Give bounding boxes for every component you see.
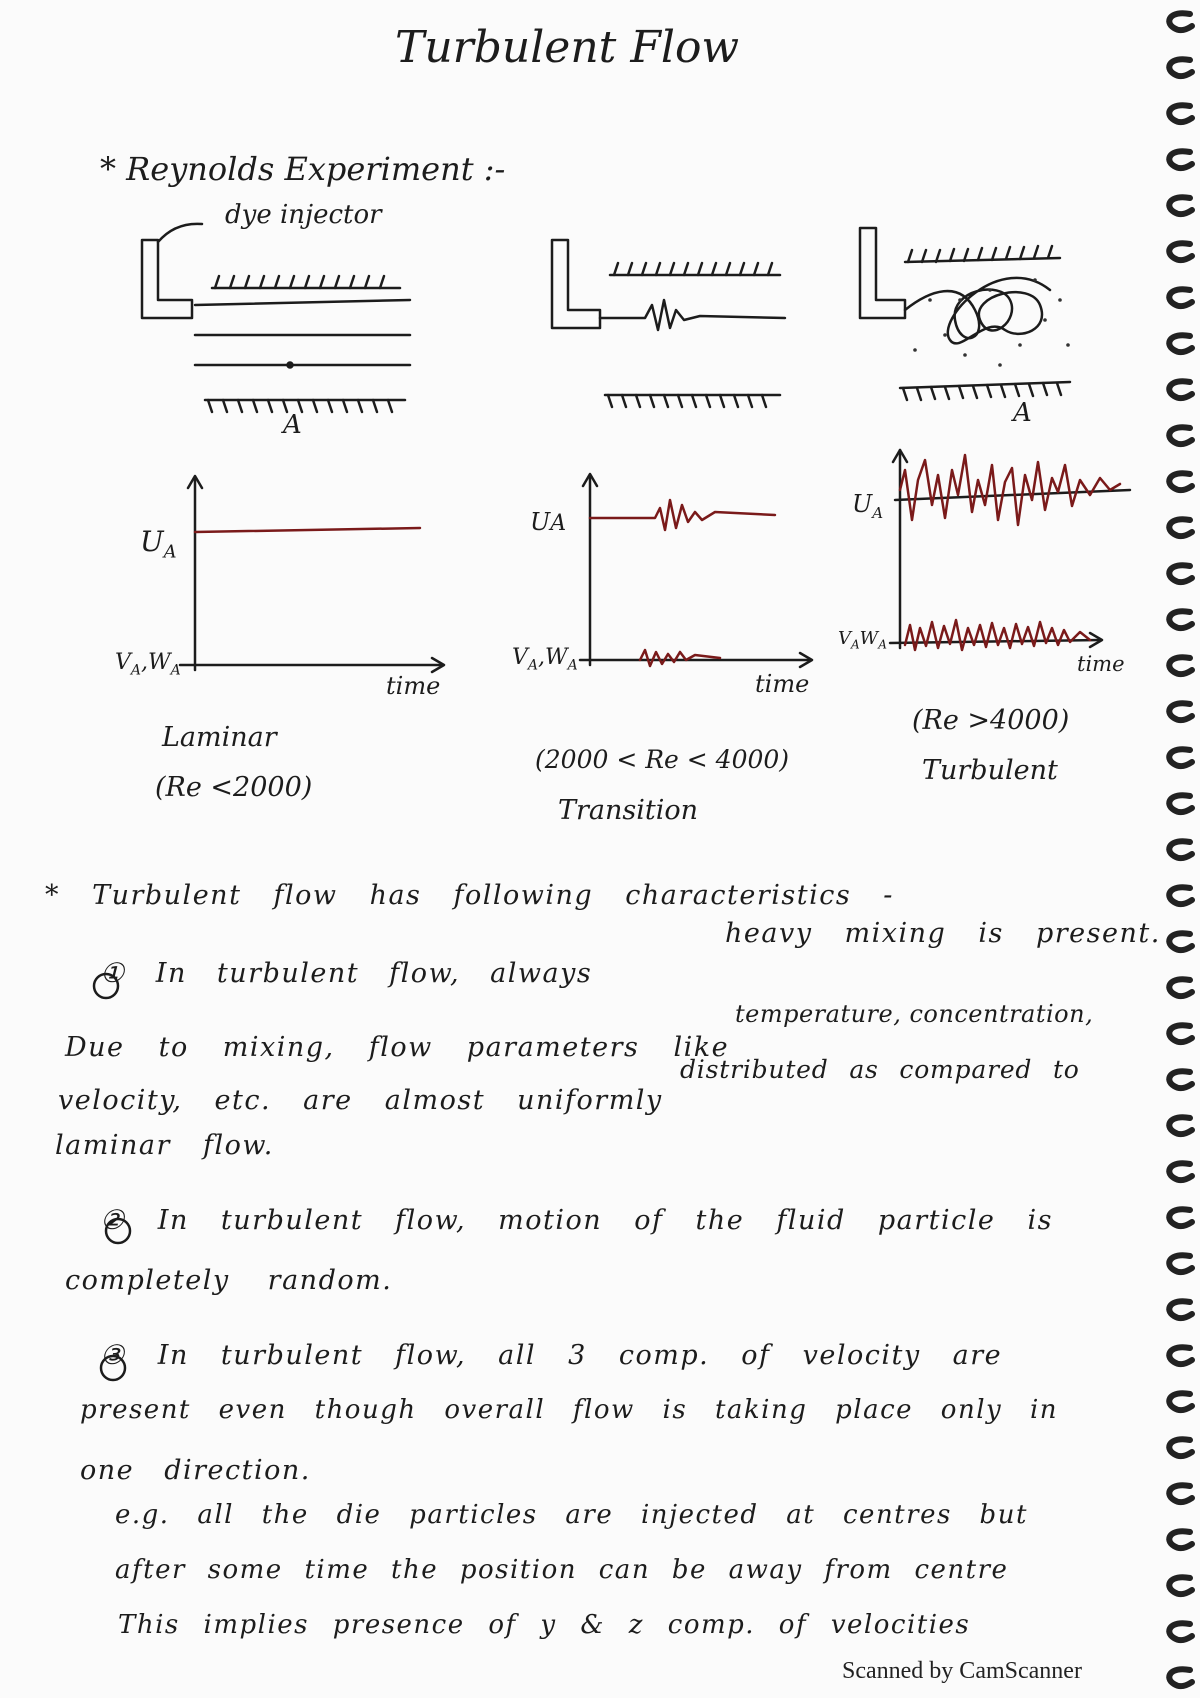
point-a-label-laminar: A xyxy=(283,410,302,440)
laminar-caption: Laminar xyxy=(162,722,277,753)
text-line: heavy mixing is present. xyxy=(725,918,1161,949)
turbulent-streamline xyxy=(905,278,1050,344)
text-line: temperature, concentration, xyxy=(735,1000,1094,1028)
spiral-ring xyxy=(1169,1393,1192,1410)
transition-top-hatch xyxy=(614,263,772,275)
transition-vw-signal xyxy=(640,650,720,666)
laminar-streamline xyxy=(195,300,410,305)
transition-range: (2000 < Re < 4000) xyxy=(535,745,790,774)
spiral-ring xyxy=(1169,1531,1192,1548)
spiral-ring xyxy=(1169,1025,1192,1042)
spiral-ring xyxy=(1169,979,1192,996)
turbulent-top-wall xyxy=(905,258,1060,262)
spiral-ring xyxy=(1169,795,1192,812)
spiral-ring xyxy=(1169,243,1192,260)
text-line: present even though overall flow is taking place only in xyxy=(80,1395,1059,1425)
text-line: laminar flow. xyxy=(55,1130,274,1161)
text-line: Due to mixing, flow parameters like xyxy=(65,1032,730,1063)
spiral-ring xyxy=(1169,1669,1192,1686)
spiral-ring xyxy=(1169,657,1192,674)
transition-velocity-graph xyxy=(580,474,812,667)
spiral-binding xyxy=(1150,0,1200,1698)
turbulent-ua-label: $U_A$ xyxy=(852,490,884,522)
point-a-marker xyxy=(288,363,293,368)
spiral-ring xyxy=(1169,703,1192,720)
spiral-ring xyxy=(1169,1485,1192,1502)
spiral-ring xyxy=(1169,105,1192,122)
transition-dye-injector xyxy=(552,240,600,328)
text-line: ③ In turbulent flow, all 3 comp. of velocity are xyxy=(100,1340,1003,1371)
transition-caption: Transition xyxy=(558,795,699,826)
laminar-dye-injector xyxy=(142,240,192,318)
characteristics-intro: * Turbulent flow has following characteristics - xyxy=(45,880,894,911)
spiral-ring xyxy=(1169,887,1192,904)
spiral-ring xyxy=(1169,59,1192,76)
spiral-ring xyxy=(1169,381,1192,398)
dye-injector-pointer xyxy=(158,224,202,242)
spiral-ring xyxy=(1169,1255,1192,1272)
laminar-velocity-graph xyxy=(180,476,444,672)
spiral-ring xyxy=(1169,1163,1192,1180)
text-line: e.g. all the die particles are injected at centres but xyxy=(115,1500,1028,1530)
text-line: after some time the position can be away from centre xyxy=(115,1555,1009,1585)
page-title: Turbulent Flow xyxy=(395,22,740,73)
spiral-ring xyxy=(1169,197,1192,214)
transition-bottom-hatch xyxy=(608,395,766,407)
text-line: ② In turbulent flow, motion of the fluid particle is xyxy=(100,1205,1053,1236)
spiral-ring xyxy=(1169,473,1192,490)
section-heading: * Reynolds Experiment :- xyxy=(100,150,506,188)
laminar-range: (Re <2000) xyxy=(155,772,313,803)
scanner-watermark: Scanned by CamScanner xyxy=(842,1658,1082,1684)
spiral-ring xyxy=(1169,289,1192,306)
turbulent-ua-signal xyxy=(900,455,1120,525)
laminar-ua-label: $U_A$ xyxy=(140,525,177,563)
laminar-time-label: time xyxy=(386,672,441,700)
spiral-ring xyxy=(1169,611,1192,628)
text-line: ① In turbulent flow, always xyxy=(100,958,593,989)
laminar-vw-label: $V_A,W_A$ xyxy=(115,650,181,679)
spiral-ring xyxy=(1169,335,1192,352)
spiral-ring xyxy=(1169,427,1192,444)
laminar-pipe-diagram xyxy=(142,224,410,412)
dye-injector-label: dye injector xyxy=(225,200,382,230)
transition-pipe-diagram xyxy=(552,240,785,407)
spiral-ring xyxy=(1169,1439,1192,1456)
spiral-ring xyxy=(1169,1301,1192,1318)
laminar-top-hatch xyxy=(215,276,384,288)
spiral-ring xyxy=(1169,151,1192,168)
text-line: completely random. xyxy=(65,1265,393,1296)
turbulent-velocity-graph xyxy=(890,450,1130,650)
text-line: one direction. xyxy=(80,1455,311,1486)
transition-ua-signal xyxy=(590,500,775,530)
transition-streamline xyxy=(600,300,785,330)
spiral-ring xyxy=(1169,13,1192,30)
spiral-ring xyxy=(1169,1117,1192,1134)
laminar-ua-signal xyxy=(195,528,420,532)
spiral-ring xyxy=(1169,1209,1192,1226)
spiral-ring xyxy=(1169,1623,1192,1640)
text-line: velocity, etc. are almost uniformly xyxy=(58,1085,663,1116)
transition-vw-label: $V_A,W_A$ xyxy=(512,645,578,674)
spiral-ring xyxy=(1169,933,1192,950)
spiral-ring xyxy=(1169,1071,1192,1088)
spiral-ring xyxy=(1169,1347,1192,1364)
turbulent-range: (Re >4000) xyxy=(912,705,1070,736)
transition-ua-label: UA xyxy=(530,508,567,536)
point-a-label-turbulent: A xyxy=(1013,398,1032,428)
turbulent-vw-signal xyxy=(905,620,1090,650)
turbulent-pipe-diagram xyxy=(860,228,1070,400)
spiral-ring xyxy=(1169,749,1192,766)
turbulent-dye-injector xyxy=(860,228,905,318)
spiral-ring xyxy=(1169,841,1192,858)
spiral-ring xyxy=(1169,1577,1192,1594)
turbulent-caption: Turbulent xyxy=(922,755,1058,786)
transition-time-label: time xyxy=(755,670,810,698)
text-line: This implies presence of y & z comp. of velocities xyxy=(118,1610,971,1640)
spiral-ring xyxy=(1169,519,1192,536)
spiral-ring xyxy=(1169,565,1192,582)
text-line: distributed as compared to xyxy=(680,1055,1080,1084)
turbulent-time-label: time xyxy=(1077,652,1125,676)
turbulent-vw-label: $V_AW_A$ xyxy=(838,628,887,652)
